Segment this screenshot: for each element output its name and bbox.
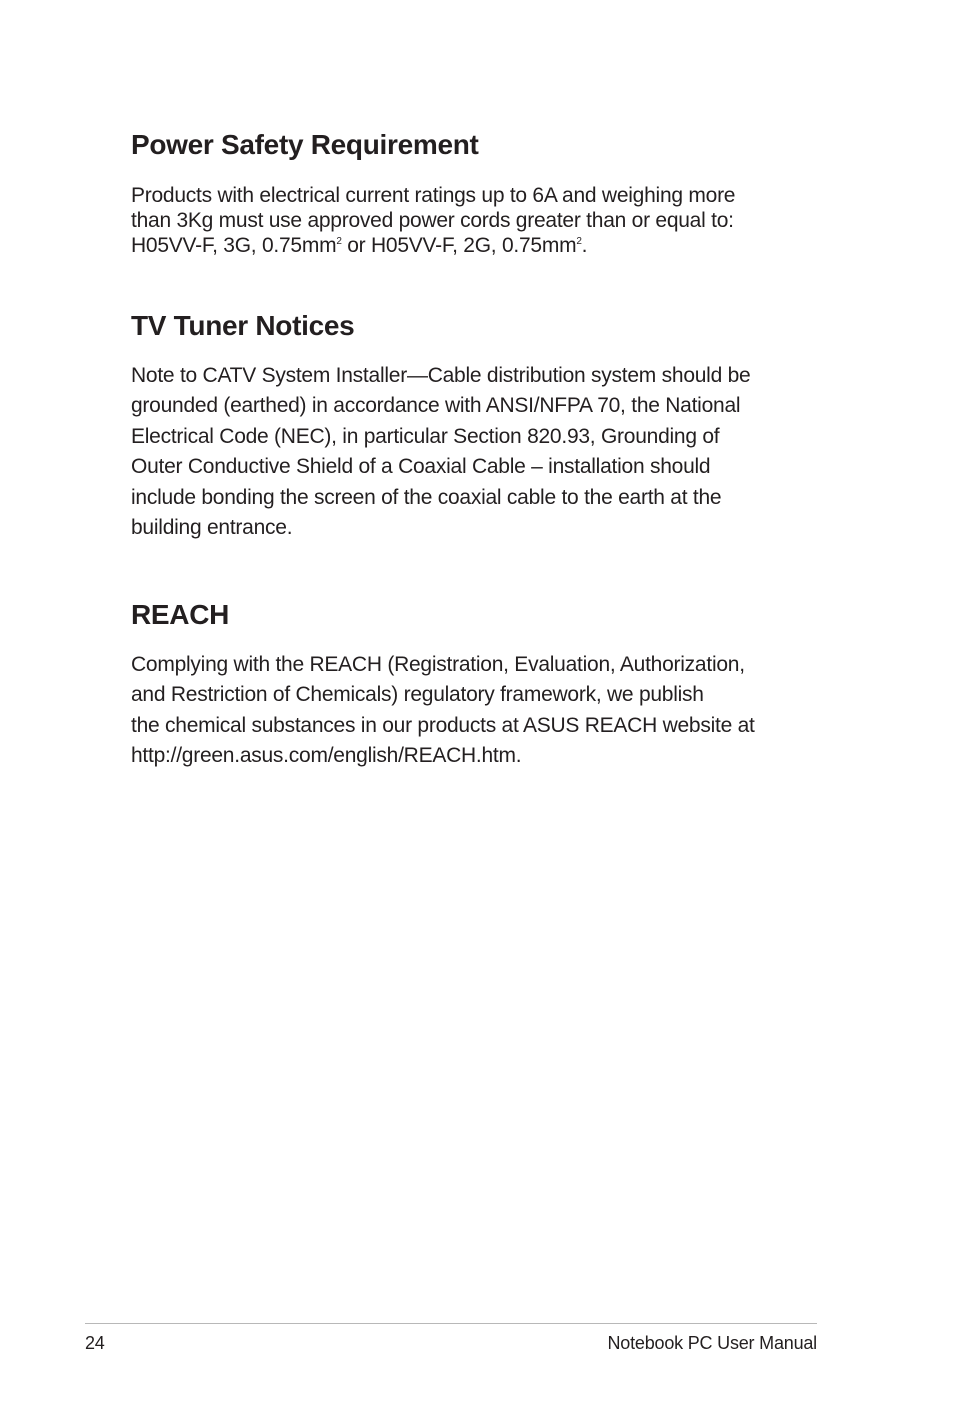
power-safety-line-3b: or H05VV-F, 2G, 0.75mm	[341, 234, 577, 257]
tv-tuner-section	[131, 309, 821, 543]
reach-heading: REACH	[131, 599, 230, 630]
power-safety-line-2: than 3Kg must use approved power cords greater than or equal to:	[131, 209, 734, 232]
reach-body	[131, 650, 821, 772]
tv-tuner-line: Note to CATV System Installer—Cable distribution system should be	[131, 364, 751, 387]
tv-tuner-line: Electrical Code (NEC), in particular Section 820.93, Grounding of	[131, 424, 720, 448]
power-safety-heading: Power Safety Requirement	[131, 129, 479, 160]
power-safety-body	[131, 183, 821, 258]
reach-line: and Restriction of Chemicals) regulatory framework, we publish	[131, 683, 704, 707]
power-safety-line-3a: H05VV-F, 3G, 0.75mm	[131, 234, 337, 257]
power-safety-line-1: Products with electrical current ratings up to 6A and weighing more	[131, 184, 736, 207]
superscript-squared: 2	[576, 236, 582, 247]
reach-line: Complying with the REACH (Registration, Evaluation, Authorization,	[131, 653, 745, 676]
tv-tuner-line: grounded (earthed) in accordance with ANSI/NFPA 70, the National	[131, 394, 741, 418]
reach-section	[131, 598, 821, 772]
tv-tuner-line: Outer Conductive Shield of a Coaxial Cable – installation should	[131, 455, 711, 479]
tv-tuner-heading: TV Tuner Notices	[131, 310, 355, 341]
superscript-squared: 2	[336, 236, 342, 247]
reach-url: http://green.asus.com/english/REACH.htm.	[131, 744, 522, 768]
tv-tuner-line: include bonding the screen of the coaxial cable to the earth at the	[131, 485, 722, 509]
power-safety-line-3c: .	[581, 234, 588, 257]
reach-line: the chemical substances in our products at ASUS REACH website at	[131, 713, 755, 737]
tv-tuner-body	[131, 361, 821, 543]
footer-divider	[85, 1323, 817, 1324]
power-safety-section	[131, 128, 821, 258]
tv-tuner-line: building entrance.	[131, 516, 293, 540]
manual-title: Notebook PC User Manual	[607, 1333, 817, 1353]
page-number: 24	[85, 1333, 105, 1353]
